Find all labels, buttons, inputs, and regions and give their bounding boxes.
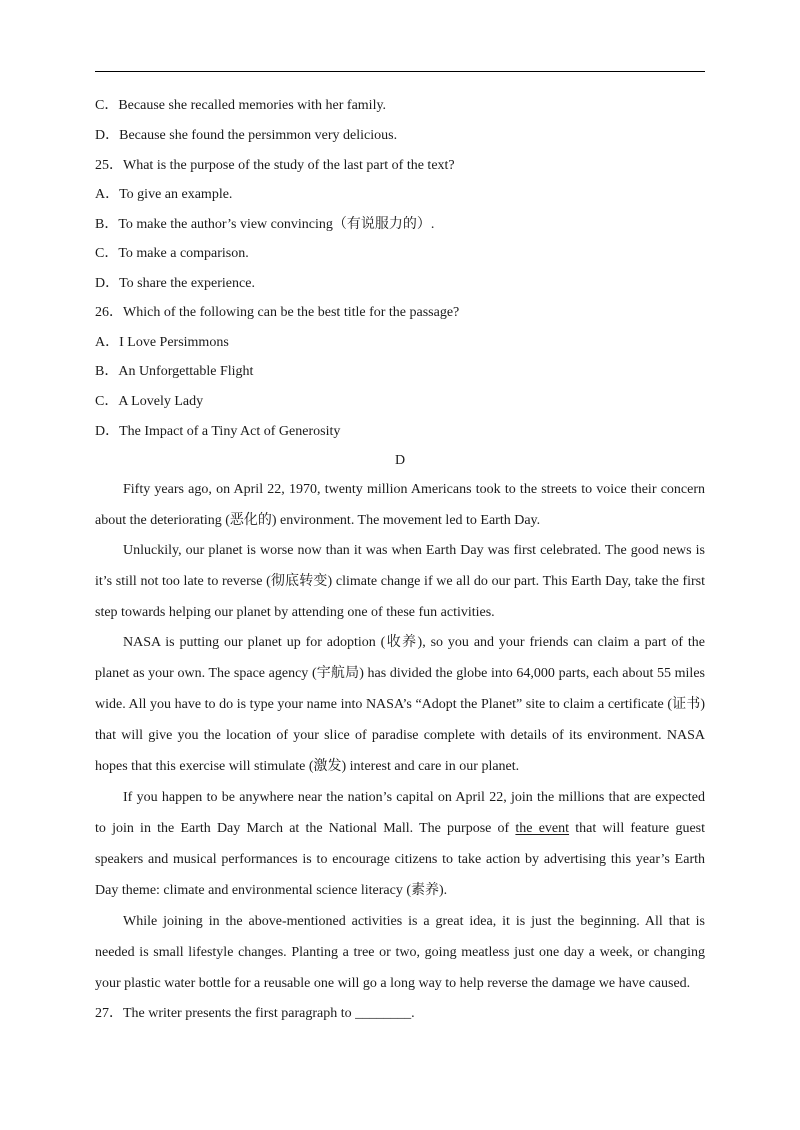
option-26c: C．A Lovely Lady: [95, 394, 204, 409]
paragraph-2: Unluckily, our planet is worse now than it was when Earth Day was first celebrated. The good news is it’s still not too late to reverse (彻底转变) climate change if we all do our part. This Earth Day, take the first step towards helping our planet by attending one of these fun activities.: [95, 543, 705, 620]
paragraph-4: [95, 782, 705, 906]
option-25a: A．To give an example.: [95, 187, 233, 202]
option-25c: C．To make a comparison.: [95, 246, 249, 261]
option-26d: D．The Impact of a Tiny Act of Generosity: [95, 424, 341, 439]
option-24d: D．Because she found the persimmon very delicious.: [95, 128, 398, 143]
header-rule: [95, 71, 705, 72]
option-25b: B．To make the author’s view convincing（有说服力的）.: [95, 217, 435, 232]
section-label: D: [394, 453, 406, 468]
question-26: 26．Which of the following can be the best title for the passage?: [95, 305, 460, 320]
paragraph-3: NASA is putting our planet up for adoption (收养), so you and your friends can claim a part of the planet as your own. The space agency (宇航局) has divided the globe into 64,000 parts, each about 55 miles wide. All you have to do is type your name into NASA’s “Adopt the Planet” site to claim a certificate (证书) that will give you the location of your slice of paradise complete with details of its environment. NASA hopes that this exercise will stimulate (激发) interest and care in our planet.: [95, 635, 705, 774]
paragraph-5: While joining in the above-mentioned activities is a great idea, it is just the beginning. All that is needed is small lifestyle changes. Planting a tree or two, going meatless just one day a week, or changing your plastic water bottle for a reusable one will go a long way to help reverse the damage we have caused.: [95, 914, 705, 991]
question-27: 27．The writer presents the first paragraph to ________.: [95, 1006, 415, 1021]
paragraph-1: Fifty years ago, on April 22, 1970, twenty million Americans took to the streets to voice their concern about the deteriorating (恶化的) environment. The movement led to Earth Day.: [95, 482, 705, 528]
underlined-phrase: the event: [515, 821, 570, 836]
option-25d: D．To share the experience.: [95, 276, 255, 291]
paragraph-4-text-before: If you happen to be anywhere near the nation’s capital on April 22, join the millions that are expected to join in the Earth Day March at the National Mall. The purpose of: [95, 790, 705, 836]
question-25: 25．What is the purpose of the study of the last part of the text?: [95, 158, 455, 173]
option-26b: B．An Unforgettable Flight: [95, 364, 254, 379]
paragraph-4-text-after: that will feature guest speakers and musical performances is to encourage citizens to take action by advertising this year’s Earth Day theme: climate and environmental science literacy (素养).: [95, 821, 706, 898]
option-24c: C．Because she recalled memories with her family.: [95, 98, 387, 113]
option-26a: A．I Love Persimmons: [95, 335, 229, 350]
